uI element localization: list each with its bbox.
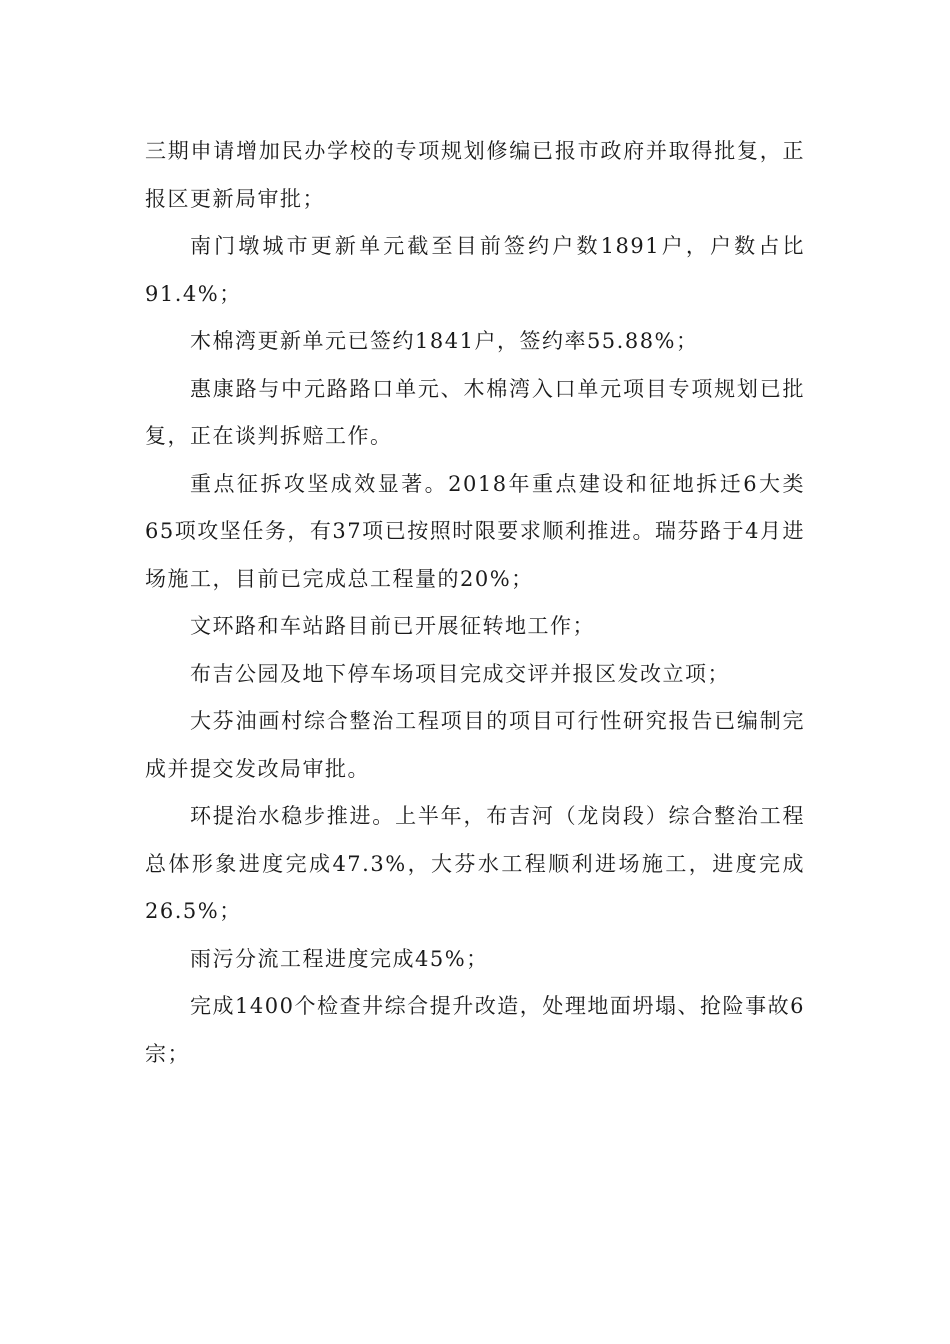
paragraph: 雨污分流工程进度完成45%；	[190, 946, 489, 971]
paragraph: 三期申请增加民办学校的专项规划修编已报市政府并取得批复，正报区更新局审批；	[145, 139, 805, 211]
paragraph: 重点征拆攻坚成效显著。2018年重点建设和征地拆迁6大类65项攻坚任务，有37项已按照时限要求顺利推进。瑞芬路于4月进场施工，目前已完成总工程量的20%；	[145, 471, 805, 591]
paragraph: 完成1400个检查井综合提升改造，处理地面坍塌、抢险事故6宗；	[145, 994, 805, 1066]
paragraph: 大芬油画村综合整治工程项目的项目可行性研究报告已编制完成并提交发改局审批。	[145, 709, 805, 781]
paragraph: 木棉湾更新单元已签约1841户，签约率55.88%；	[190, 329, 699, 353]
document-body	[145, 128, 805, 1078]
paragraph: 惠康路与中元路路口单元、木棉湾入口单元项目专项规划已批复，正在谈判拆赔工作。	[145, 376, 805, 448]
paragraph: 环提治水稳步推进。上半年，布吉河（龙岗段）综合整治工程总体形象进度完成47.3%，大芬水工程顺利进场施工，进度完成26.5%；	[145, 804, 805, 923]
paragraph: 布吉公园及地下停车场项目完成交评并报区发改立项；	[190, 661, 730, 686]
paragraph: 文环路和车站路目前已开展征转地工作；	[190, 614, 595, 638]
paragraph: 南门墩城市更新单元截至目前签约户数1891户，户数占比91.4%；	[145, 234, 805, 306]
